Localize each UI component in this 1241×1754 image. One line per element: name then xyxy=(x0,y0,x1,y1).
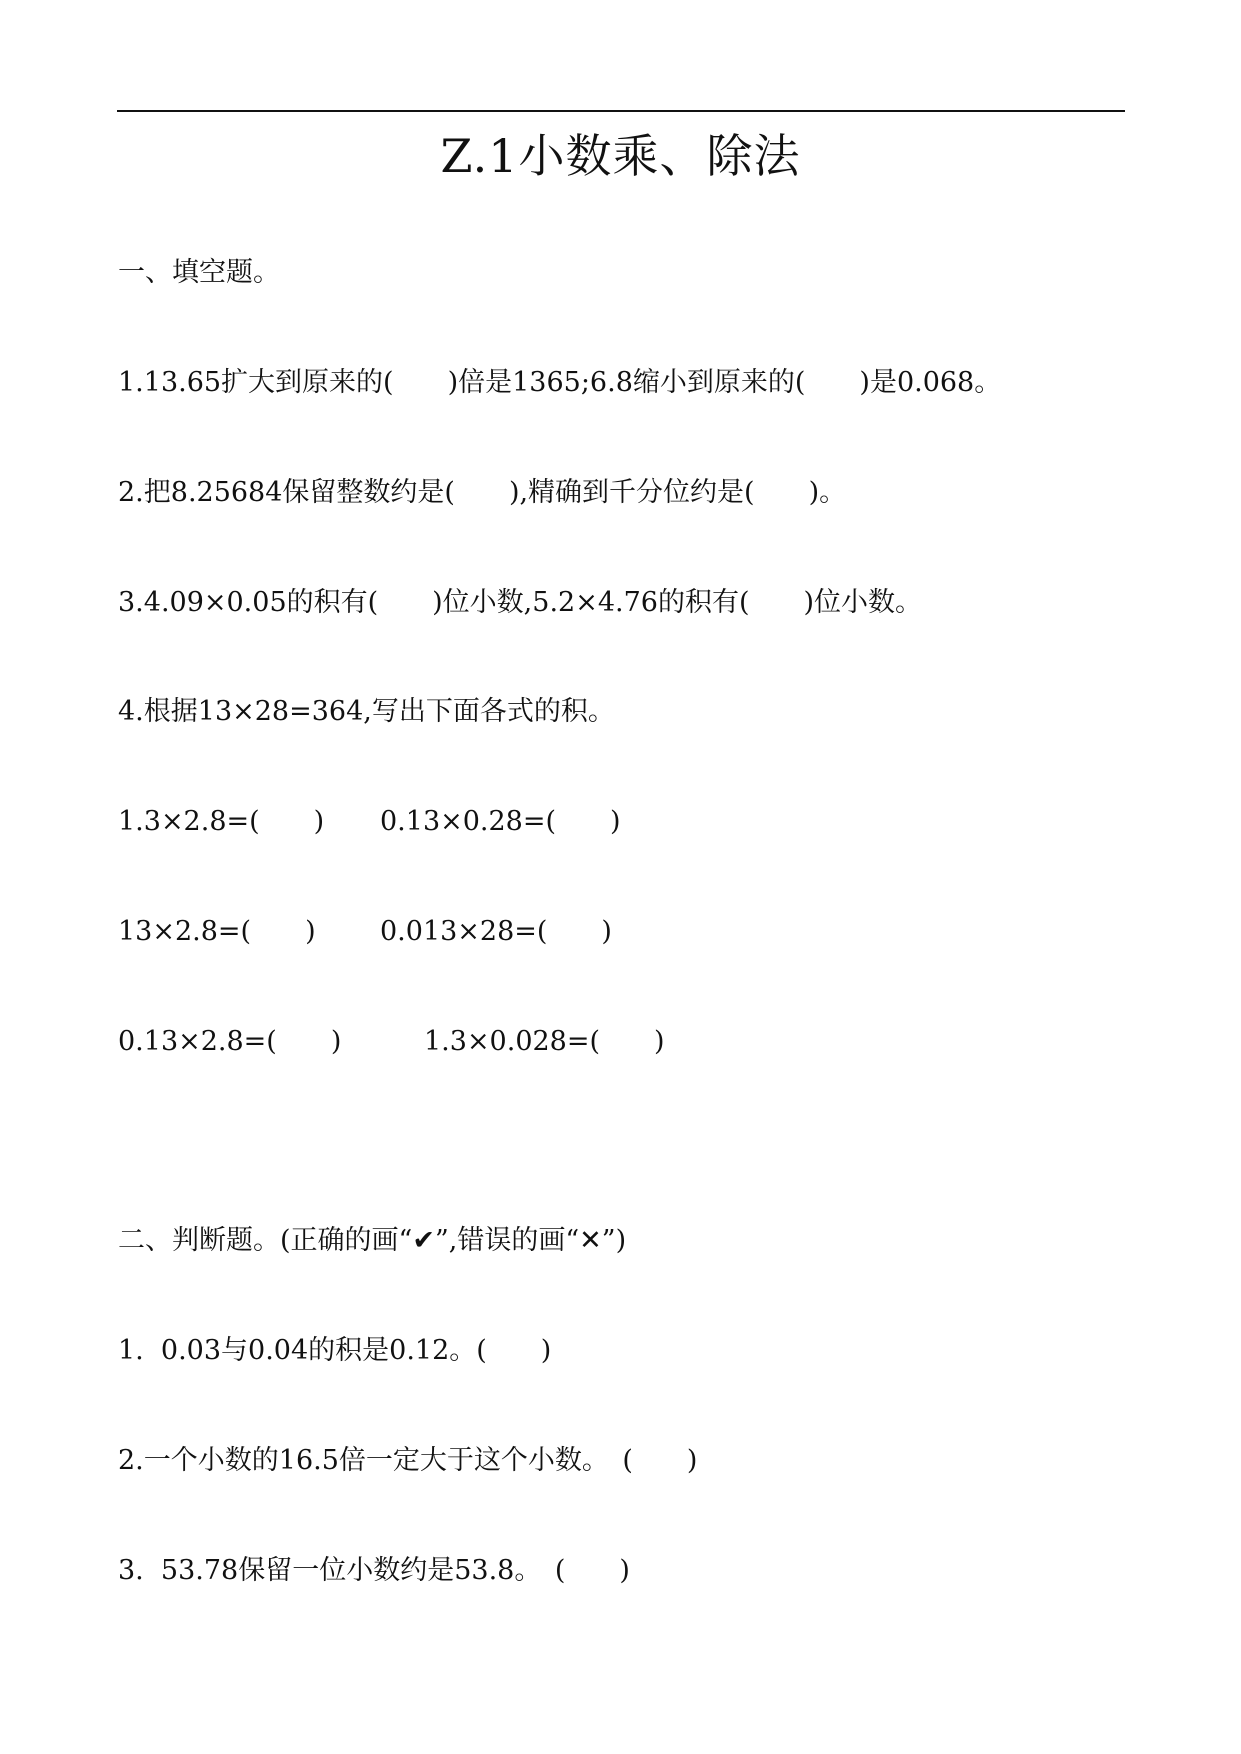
product-row-3 xyxy=(118,1022,1118,1062)
question-1-2: 2.把8.25684保留整数约是( ),精确到千分位约是( )。 xyxy=(118,477,847,508)
product-item: 0.13×0.28=( ) xyxy=(380,806,621,837)
product-item: 0.013×28=( ) xyxy=(380,916,612,947)
question-1-3: 3.4.09×0.05的积有( )位小数,5.2×4.76的积有( )位小数。 xyxy=(118,587,923,618)
product-item: 1.3×2.8=( ) xyxy=(118,806,325,837)
header-rule xyxy=(117,110,1125,112)
question-1-4: 4.根据13×28=364,写出下面各式的积。 xyxy=(118,696,615,727)
question-2-1: 1. 0.03与0.04的积是0.12。( ) xyxy=(118,1335,552,1366)
section-heading-fill-blank: 一、填空题。 xyxy=(118,257,280,288)
question-1-1: 1.13.65扩大到原来的( )倍是1365;6.8缩小到原来的( )是0.068。 xyxy=(118,367,1002,398)
product-item: 0.13×2.8=( ) xyxy=(118,1026,342,1057)
product-item: 1.3×0.028=( ) xyxy=(424,1026,665,1057)
section-heading-true-false: 二、判断题。(正确的画“✔”,错误的画“✕”) xyxy=(118,1225,627,1256)
page-title: Z.1小数乘、除法 xyxy=(440,129,801,183)
product-row-1 xyxy=(118,802,1118,842)
product-item: 13×2.8=( ) xyxy=(118,916,316,947)
product-row-2 xyxy=(118,912,1118,952)
question-2-2: 2.一个小数的16.5倍一定大于这个小数。 ( ) xyxy=(118,1445,698,1476)
question-2-3: 3. 53.78保留一位小数约是53.8。 ( ) xyxy=(118,1555,630,1586)
